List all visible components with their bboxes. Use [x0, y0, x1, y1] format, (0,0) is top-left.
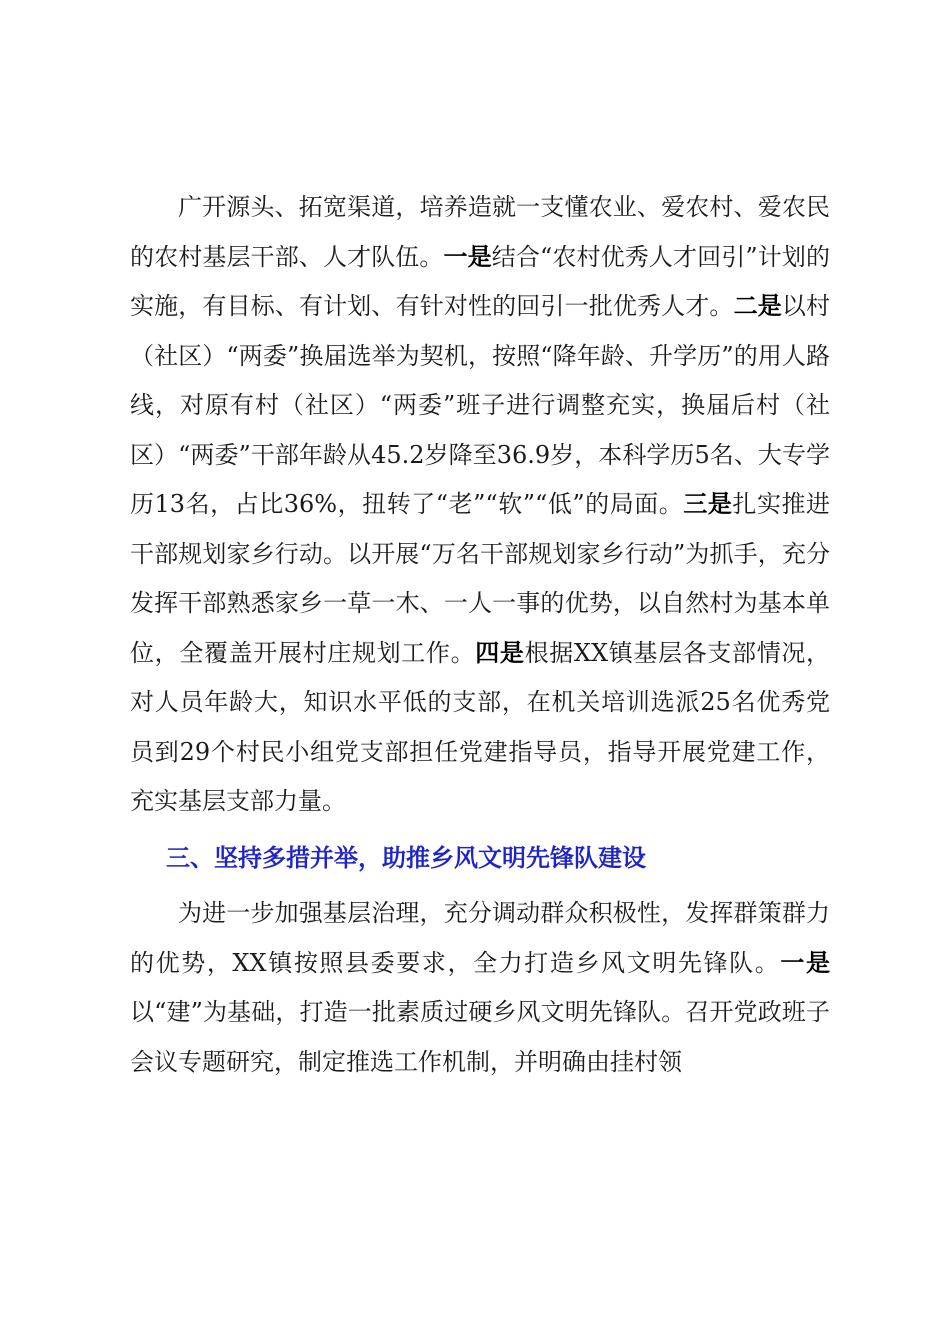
text-segment: 根据XX镇基层各支部情况，对人员年龄大，知识水平低的支部，在机关培训选派25名优秀党员到29个村民小组党支部担任党建指导员，指导开展党建工作，充实基层支部力量。 [130, 638, 831, 815]
text-segment: 以村（社区）“两委”换届选举为契机，按照“降年龄、升学历”的用人路线，对原有村（社区）“两委”班子进行调整充实，换届后村（社区）“两委”干部年龄从45.2岁降至36.9岁，本科学历5名、大专学历13名，占比36%，扭转了“老”“软”“低”的局面。 [130, 292, 831, 518]
paragraph-civilization-vanguard [130, 889, 830, 1087]
text-segment: 为进一步加强基层治理，充分调动群众积极性，发挥群策群力的优势，XX镇按照县委要求，全力打造乡风文明先锋队。 [130, 899, 830, 977]
section-heading [130, 834, 830, 884]
bold-marker-third: 三是 [683, 490, 733, 518]
text-segment: 以“建”为基础，打造一批素质过硬乡风文明先锋队。召开党政班子会议专题研究，制定推选工作机制，并明确由挂村领 [130, 998, 830, 1076]
text-segment: 扎实推进干部规划家乡行动。以开展“万名干部规划家乡行动”为抓手，充分发挥干部熟悉家乡一草一木、一人一事的优势，以自然村为基本单位，全覆盖开展村庄规划工作。 [130, 490, 831, 667]
section-heading-text: 三、坚持多措并举，助推乡风文明先锋队建设 [166, 843, 646, 872]
bold-marker-second: 二是 [733, 292, 782, 320]
bold-marker-first: 一是 [443, 242, 492, 271]
text-segment: 结合“农村优秀人才回引”计划的实施，有目标、有计划、有针对性的回引一批优秀人才。 [130, 242, 831, 320]
bold-marker-first: 一是 [780, 948, 830, 977]
bold-marker-fourth: 四是 [475, 638, 525, 667]
document-body [130, 183, 830, 1087]
text-segment: 广开源头、拓宽渠道，培养造就一支懂农业、爱农村、爱农民的农村基层干部、人才队伍。 [130, 193, 830, 271]
paragraph-cadre-talent [130, 183, 830, 827]
